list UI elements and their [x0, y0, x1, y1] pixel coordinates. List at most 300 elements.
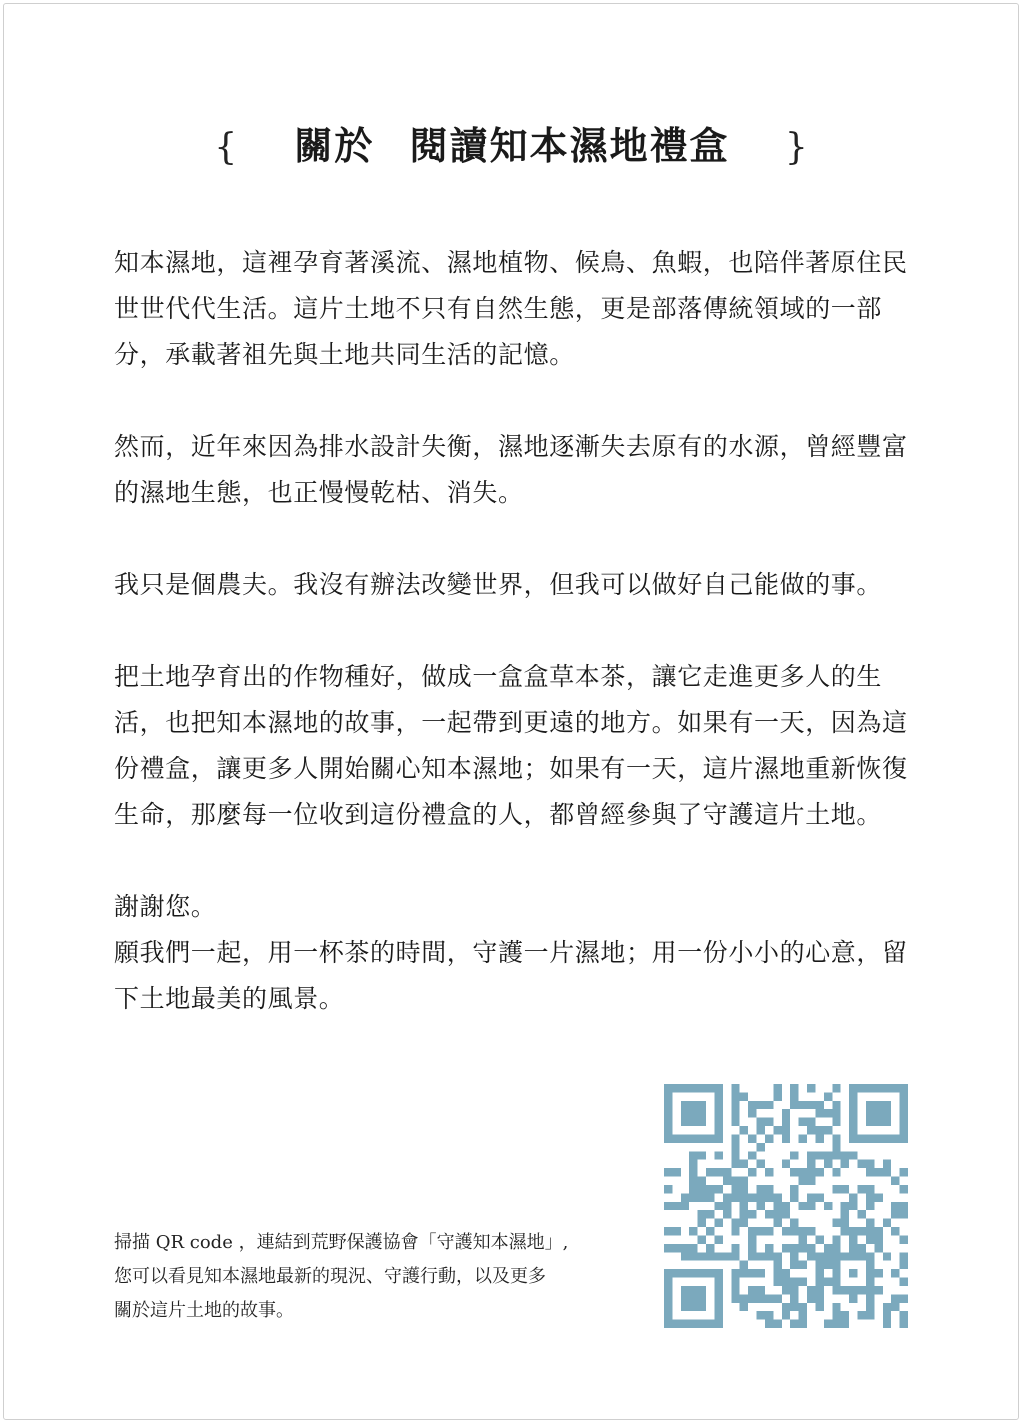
paragraph-intro: 知本濕地，這裡孕育著溪流、濕地植物、候鳥、魚蝦，也陪伴著原住民世世代代生活。這片土地不只有自然生態，更是部落傳統領域的一部分，承載著祖先與土地共同生活的記憶。	[114, 248, 908, 369]
qr-module	[782, 1210, 790, 1218]
qr-module	[748, 1109, 756, 1117]
qr-module	[731, 1101, 739, 1109]
qr-module	[740, 1177, 748, 1185]
qr-module	[773, 1193, 781, 1201]
qr-module	[765, 1252, 773, 1260]
qr-module	[891, 1202, 899, 1210]
qr-module	[841, 1219, 849, 1227]
qr-module	[824, 1092, 832, 1100]
qr-module	[866, 1269, 874, 1277]
qr-module	[748, 1134, 756, 1142]
qr-module	[757, 1160, 765, 1168]
qr-module	[698, 1219, 706, 1227]
qr-module	[866, 1219, 874, 1227]
qr-module	[689, 1168, 697, 1176]
qr-module	[706, 1084, 714, 1092]
qr-module	[698, 1193, 706, 1201]
qr-module	[714, 1219, 722, 1227]
qr-module	[815, 1294, 823, 1302]
qr-module	[841, 1227, 849, 1235]
qr-module	[664, 1320, 672, 1328]
qr-module	[900, 1118, 908, 1126]
qr-module	[900, 1084, 908, 1092]
qr-module	[723, 1252, 731, 1260]
qr-module	[790, 1286, 798, 1294]
qr-module	[849, 1109, 857, 1117]
qr-module	[706, 1210, 714, 1218]
qr-module	[664, 1134, 672, 1142]
qr-module	[714, 1084, 722, 1092]
closing-wish: 願我們一起，用一杯茶的時間，守護一片濕地；用一份小小的心意，留下土地最美的風景。	[114, 938, 908, 1013]
qr-module	[723, 1177, 731, 1185]
qr-module	[689, 1252, 697, 1260]
qr-module	[849, 1294, 857, 1302]
qr-module	[782, 1303, 790, 1311]
paragraph-farmer: 我只是個農夫。我沒有辦法改變世界，但我可以做好自己能做的事。	[114, 570, 883, 599]
qr-module	[731, 1084, 739, 1092]
footnote-line-1: 掃描 QR code ，連結到荒野保護協會「守護知本濕地」,	[114, 1232, 569, 1253]
qr-module	[790, 1185, 798, 1193]
qr-module	[858, 1084, 866, 1092]
qr-module	[807, 1294, 815, 1302]
qr-module	[731, 1252, 739, 1260]
closing-thanks: 謝謝您。	[114, 892, 217, 921]
qr-module	[723, 1193, 731, 1201]
qr-module	[765, 1134, 773, 1142]
qr-module	[773, 1278, 781, 1286]
qr-module	[681, 1109, 689, 1117]
qr-module	[866, 1109, 874, 1117]
qr-module	[883, 1252, 891, 1260]
title-close-brace: }	[784, 127, 810, 168]
qr-module	[773, 1320, 781, 1328]
qr-module	[689, 1101, 697, 1109]
qr-module	[866, 1118, 874, 1126]
qr-module	[849, 1235, 857, 1243]
qr-module	[689, 1134, 697, 1142]
qr-module	[748, 1151, 756, 1159]
qr-module	[740, 1210, 748, 1218]
footnote-line-3: 關於這片土地的故事。	[114, 1300, 294, 1321]
qr-module	[866, 1303, 874, 1311]
qr-module	[849, 1202, 857, 1210]
qr-module	[698, 1101, 706, 1109]
qr-module	[731, 1118, 739, 1126]
qr-module	[731, 1294, 739, 1302]
qr-module	[714, 1294, 722, 1302]
qr-module	[900, 1235, 908, 1243]
qr-module	[748, 1244, 756, 1252]
qr-module	[706, 1185, 714, 1193]
qr-module	[773, 1261, 781, 1269]
qr-module	[824, 1244, 832, 1252]
qr-module	[714, 1134, 722, 1142]
qr-module	[706, 1193, 714, 1201]
qr-module	[698, 1177, 706, 1185]
qr-module	[849, 1269, 857, 1277]
qr-module	[740, 1219, 748, 1227]
qr-module	[731, 1092, 739, 1100]
qr-module	[815, 1261, 823, 1269]
qr-module	[832, 1244, 840, 1252]
qr-module	[866, 1252, 874, 1260]
qr-module	[790, 1294, 798, 1302]
qr-module	[681, 1134, 689, 1142]
qr-module	[773, 1126, 781, 1134]
qr-module	[841, 1185, 849, 1193]
qr-module	[807, 1244, 815, 1252]
qr-module	[698, 1235, 706, 1243]
qr-module	[807, 1151, 815, 1159]
qr-module	[664, 1109, 672, 1117]
qr-module	[782, 1118, 790, 1126]
qr-module	[900, 1185, 908, 1193]
qr-module	[731, 1269, 739, 1277]
qr-module	[807, 1084, 815, 1092]
qr-module	[866, 1134, 874, 1142]
paragraph-mission: 把土地孕育出的作物種好，做成一盒盒草本茶，讓它走進更多人的生活，也把知本濕地的故事，一起帶到更遠的地方。如果有一天，因為這份禮盒，讓更多人開始關心知本濕地；如果有一天，這片濕地重新恢復生命，那麼每一位收到這份禮盒的人，都曾經參與了守護這片土地。	[114, 662, 908, 829]
qr-module	[698, 1269, 706, 1277]
qr-module	[689, 1303, 697, 1311]
qr-module	[757, 1143, 765, 1151]
qr-module	[748, 1269, 756, 1277]
qr-module	[698, 1294, 706, 1302]
qr-module	[866, 1193, 874, 1201]
qr-module	[841, 1320, 849, 1328]
qr-module	[698, 1252, 706, 1260]
qr-module	[790, 1278, 798, 1286]
paragraph-crisis: 然而，近年來因為排水設計失衡，濕地逐漸失去原有的水源，曾經豐富的濕地生態，也正慢慢乾枯、消失。	[114, 432, 908, 507]
page-title	[0, 118, 1024, 176]
qr-module	[782, 1286, 790, 1294]
qr-module	[714, 1118, 722, 1126]
qr-module	[757, 1294, 765, 1302]
qr-module	[790, 1168, 798, 1176]
qr-module	[748, 1210, 756, 1218]
qr-module	[807, 1126, 815, 1134]
qr-module	[714, 1202, 722, 1210]
qr-module	[757, 1227, 765, 1235]
qr-module	[714, 1168, 722, 1176]
qr-module	[866, 1261, 874, 1269]
qr-module	[891, 1269, 899, 1277]
qr-module	[790, 1219, 798, 1227]
qr-module	[731, 1177, 739, 1185]
qr-module	[815, 1134, 823, 1142]
qr-module	[723, 1168, 731, 1176]
qr-module	[714, 1235, 722, 1243]
qr-module	[891, 1294, 899, 1302]
qr-module	[664, 1278, 672, 1286]
qr-module	[874, 1168, 882, 1176]
qr-module	[782, 1311, 790, 1319]
qr-module	[841, 1202, 849, 1210]
qr-module	[689, 1109, 697, 1117]
qr-module	[731, 1219, 739, 1227]
qr-module	[799, 1168, 807, 1176]
qr-module	[748, 1168, 756, 1176]
qr-module	[858, 1134, 866, 1142]
qr-module	[740, 1261, 748, 1269]
qr-module	[866, 1101, 874, 1109]
qr-module	[689, 1320, 697, 1328]
qr-module	[757, 1286, 765, 1294]
qr-module	[757, 1126, 765, 1134]
qr-module	[799, 1202, 807, 1210]
qr-module	[858, 1160, 866, 1168]
qr-module	[849, 1151, 857, 1159]
qr-module	[799, 1303, 807, 1311]
qr-module	[706, 1168, 714, 1176]
qr-module	[782, 1134, 790, 1142]
qr-module	[731, 1278, 739, 1286]
qr-module	[849, 1118, 857, 1126]
qr-module	[841, 1286, 849, 1294]
qr-module	[807, 1118, 815, 1126]
qr-module	[900, 1126, 908, 1134]
qr-module	[773, 1202, 781, 1210]
qr-module	[883, 1101, 891, 1109]
qr-module	[832, 1252, 840, 1260]
qr-module	[824, 1160, 832, 1168]
qr-module	[866, 1311, 874, 1319]
qr-module	[765, 1193, 773, 1201]
qr-module	[757, 1269, 765, 1277]
qr-module	[714, 1311, 722, 1319]
qr-module	[832, 1185, 840, 1193]
qr-module	[731, 1109, 739, 1117]
qr-module	[714, 1278, 722, 1286]
qr-module	[664, 1185, 672, 1193]
qr-module	[748, 1286, 756, 1294]
qr-module	[849, 1134, 857, 1142]
qr-module	[900, 1278, 908, 1286]
qr-module	[849, 1084, 857, 1092]
qr-module	[883, 1311, 891, 1319]
qr-module	[740, 1303, 748, 1311]
qr-module	[731, 1193, 739, 1201]
qr-module	[664, 1269, 672, 1277]
qr-module	[681, 1118, 689, 1126]
qr-module	[790, 1261, 798, 1269]
qr-module	[672, 1168, 680, 1176]
qr-module	[866, 1286, 874, 1294]
qr-module	[799, 1311, 807, 1319]
qr-module	[689, 1269, 697, 1277]
qr-module	[765, 1311, 773, 1319]
qr-module	[824, 1320, 832, 1328]
qr-module	[689, 1118, 697, 1126]
qr-module	[689, 1084, 697, 1092]
qr-module	[900, 1109, 908, 1117]
qr-module	[765, 1227, 773, 1235]
qr-module	[672, 1084, 680, 1092]
qr-module	[900, 1252, 908, 1260]
qr-module	[815, 1252, 823, 1260]
qr-module	[689, 1227, 697, 1235]
qr-module	[799, 1244, 807, 1252]
qr-module	[681, 1202, 689, 1210]
qr-module	[832, 1303, 840, 1311]
qr-module	[849, 1286, 857, 1294]
qr-module	[866, 1160, 874, 1168]
qr-module	[849, 1244, 857, 1252]
qr-module	[900, 1202, 908, 1210]
qr-module	[874, 1227, 882, 1235]
qr-module	[757, 1185, 765, 1193]
qr-module	[681, 1294, 689, 1302]
qr-module	[832, 1084, 840, 1092]
qr-module	[883, 1219, 891, 1227]
qr-module	[790, 1084, 798, 1092]
qr-module	[740, 1160, 748, 1168]
footnote-line-2: 您可以看見知本濕地最新的現況、守護行動，以及更多	[114, 1266, 546, 1287]
qr-module	[698, 1109, 706, 1117]
qr-module	[681, 1303, 689, 1311]
qr-module	[731, 1185, 739, 1193]
qr-module	[815, 1151, 823, 1159]
qr-module	[714, 1185, 722, 1193]
qr-module	[874, 1118, 882, 1126]
qr-module	[765, 1210, 773, 1218]
qr-module	[689, 1160, 697, 1168]
qr-module	[799, 1261, 807, 1269]
qr-module	[858, 1252, 866, 1260]
qr-module	[874, 1134, 882, 1142]
qr-module	[765, 1101, 773, 1109]
qr-module	[858, 1286, 866, 1294]
qr-module	[664, 1286, 672, 1294]
qr-module	[757, 1202, 765, 1210]
qr-module	[757, 1101, 765, 1109]
qr-module	[765, 1244, 773, 1252]
qr-module	[790, 1193, 798, 1201]
qr-module	[832, 1151, 840, 1159]
qr-module	[698, 1320, 706, 1328]
qr-module	[841, 1210, 849, 1218]
qr-module	[832, 1134, 840, 1142]
qr-module	[815, 1193, 823, 1201]
qr-module	[664, 1227, 672, 1235]
qr-module	[900, 1261, 908, 1269]
qr-module	[858, 1244, 866, 1252]
qr-module	[757, 1311, 765, 1319]
qr-module	[883, 1118, 891, 1126]
qr-module	[900, 1168, 908, 1176]
qr-module	[799, 1134, 807, 1142]
title-open-brace: {	[214, 127, 240, 168]
qr-module	[841, 1252, 849, 1260]
qr-module	[681, 1252, 689, 1260]
qr-module	[782, 1109, 790, 1117]
qr-module	[815, 1235, 823, 1243]
qr-module	[799, 1278, 807, 1286]
qr-module	[672, 1134, 680, 1142]
qr-module	[773, 1269, 781, 1277]
qr-module	[782, 1202, 790, 1210]
qr-module	[672, 1244, 680, 1252]
qr-module	[807, 1168, 815, 1176]
qr-module	[672, 1269, 680, 1277]
qr-module	[815, 1109, 823, 1117]
qr-module	[790, 1252, 798, 1260]
qr-module	[841, 1311, 849, 1319]
qr-module	[689, 1151, 697, 1159]
qr-module	[698, 1134, 706, 1142]
qr-module	[782, 1278, 790, 1286]
qr-module	[782, 1269, 790, 1277]
qr-module	[706, 1134, 714, 1142]
qr-module	[698, 1286, 706, 1294]
qr-module	[824, 1202, 832, 1210]
qr-module	[900, 1092, 908, 1100]
qr-module	[731, 1227, 739, 1235]
qr-module	[807, 1202, 815, 1210]
qr-module	[815, 1126, 823, 1134]
qr-module	[748, 1227, 756, 1235]
title-part2: 閱讀知本濕地禮盒	[409, 123, 730, 168]
qr-module	[874, 1269, 882, 1277]
qr-module	[874, 1084, 882, 1092]
qr-module	[841, 1160, 849, 1168]
qr-module	[681, 1320, 689, 1328]
qr-module	[714, 1109, 722, 1117]
qr-module	[664, 1126, 672, 1134]
qr-module	[866, 1185, 874, 1193]
qr-module	[900, 1101, 908, 1109]
qr-module	[891, 1210, 899, 1218]
qr-module	[815, 1278, 823, 1286]
qr-module	[832, 1101, 840, 1109]
qr-module	[664, 1092, 672, 1100]
qr-module	[714, 1092, 722, 1100]
qr-module	[883, 1134, 891, 1142]
qr-module	[832, 1269, 840, 1277]
qr-module	[714, 1303, 722, 1311]
qr-module	[815, 1168, 823, 1176]
qr-module	[883, 1109, 891, 1117]
qr-code-icon[interactable]	[664, 1084, 908, 1328]
qr-module	[824, 1261, 832, 1269]
qr-module	[689, 1244, 697, 1252]
qr-module	[782, 1126, 790, 1134]
qr-module	[672, 1202, 680, 1210]
qr-module	[681, 1286, 689, 1294]
qr-module	[706, 1227, 714, 1235]
qr-module	[748, 1252, 756, 1260]
qr-module	[815, 1303, 823, 1311]
qr-module	[874, 1109, 882, 1117]
qr-module	[883, 1320, 891, 1328]
qr-module	[824, 1278, 832, 1286]
qr-module	[748, 1294, 756, 1302]
qr-module	[866, 1235, 874, 1243]
qr-module	[807, 1227, 815, 1235]
qr-module	[731, 1244, 739, 1252]
qr-module	[858, 1227, 866, 1235]
qr-module	[790, 1151, 798, 1159]
qr-module	[723, 1202, 731, 1210]
qr-module	[874, 1235, 882, 1243]
qr-module	[664, 1084, 672, 1092]
qr-module	[790, 1244, 798, 1252]
qr-module	[689, 1185, 697, 1193]
qr-module	[900, 1210, 908, 1218]
qr-module	[681, 1193, 689, 1201]
qr-module	[832, 1286, 840, 1294]
qr-module	[714, 1320, 722, 1328]
qr-module	[900, 1311, 908, 1319]
